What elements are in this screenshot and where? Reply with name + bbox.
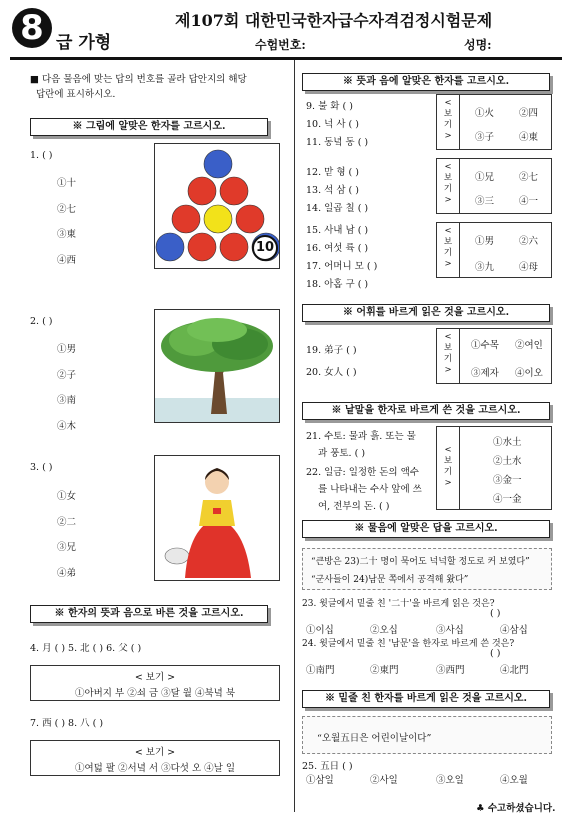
section-meaning-sound: ※ 한자의 뜻과 음으로 바른 것을 고르시오. (30, 605, 268, 623)
bogi-group-3 (436, 222, 552, 278)
q22-line-1: 22. 일금: 일정한 돈의 액수 (306, 467, 419, 478)
q24-text: 24. 윗글에서 밑줄 친 '남문'을 한자로 바르게 쓴 것은? (302, 639, 515, 649)
q23-opt-4[interactable]: ④삼십 (500, 625, 528, 636)
q12: 12. 맏 형 ( ) (306, 167, 359, 178)
ball-triangle-image (154, 143, 280, 269)
center-divider (294, 60, 295, 812)
q3-option-3[interactable]: ③兄 (57, 542, 77, 553)
q15: 15. 사내 남 ( ) (306, 225, 369, 236)
vocab-opt-2[interactable]: ②여인 (515, 340, 543, 351)
word-opt-4[interactable]: ④一金 (493, 494, 522, 505)
q23-blank[interactable]: ( ) (490, 608, 501, 619)
exam-title: 제107회 대한민국한자급수자격검정시험문제 (175, 11, 493, 30)
q23-opt-1[interactable]: ①이십 (306, 625, 334, 636)
bogi-group-1 (436, 94, 552, 150)
name-label: 성명: (464, 38, 492, 52)
quote-line-2: “군사들이 24)남문 쪽에서 공격해 왔다” (311, 575, 469, 585)
q3-option-2[interactable]: ②二 (57, 517, 77, 528)
q3-option-1[interactable]: ①女 (57, 491, 77, 502)
q2-number: 2. ( ) (30, 316, 53, 327)
section-word-to-hanja: ※ 낱말을 한자로 바르게 쓴 것을 고르시오. (302, 402, 550, 420)
q4-6-row: 4. 月 ( ) 5. 北 ( ) 6. 父 ( ) (30, 643, 142, 654)
q7-8-row: 7. 西 ( ) 8. 八 ( ) (30, 718, 104, 729)
q21-line-1: 21. 수토: 물과 흙. 또는 물 (306, 431, 416, 442)
q3-option-4[interactable]: ④弟 (57, 568, 77, 579)
q25-opt-4[interactable]: ④오월 (500, 775, 528, 786)
q24-opt-3[interactable]: ③西門 (436, 665, 465, 676)
g2-opt-2[interactable]: ②七 (519, 172, 539, 183)
q1-option-1[interactable]: ①十 (57, 178, 77, 189)
bogi-box-2-title: < 보기 > (134, 747, 176, 758)
instruction-line-2: 답란에 표시하시오. (36, 89, 116, 100)
q1-option-4[interactable]: ④西 (57, 255, 77, 266)
q24-opt-2[interactable]: ②東門 (370, 665, 399, 676)
bogi-box-2-options: ①여덟 팔 ②서녘 서 ③다섯 오 ④날 일 (74, 763, 236, 774)
g1-opt-1[interactable]: ①火 (475, 108, 495, 119)
g3-opt-3[interactable]: ③九 (475, 262, 495, 273)
grade-badge: 8 (12, 8, 52, 48)
g2-opt-4[interactable]: ④一 (519, 196, 539, 207)
grade-text: 급 가형 (56, 33, 112, 53)
bogi-box-1-options: ①아버지 부 ②쇠 금 ③달 월 ④북녘 북 (74, 688, 236, 699)
quote-line-1: “큰방은 23)二十 명이 묵어도 넉넉할 정도로 커 보였다” (311, 557, 530, 567)
bogi-vertical-label: < 보 기 > (443, 332, 453, 375)
vocab-opt-3[interactable]: ③제자 (471, 368, 499, 379)
q13: 13. 석 삼 ( ) (306, 185, 359, 196)
bogi-box-1-title: < 보기 > (134, 672, 176, 683)
q23-opt-3[interactable]: ③사십 (436, 625, 464, 636)
quote-box-1 (302, 548, 552, 590)
section-underlined-reading: ※ 밑줄 친 한자를 바르게 읽은 것을 고르시오. (302, 690, 550, 708)
q14: 14. 일곱 칠 ( ) (306, 203, 369, 214)
q19: 19. 弟子 ( ) (306, 345, 357, 356)
q25-opt-3[interactable]: ③오일 (436, 775, 464, 786)
bogi-vertical-label: < 보 기 > (443, 98, 453, 141)
q2-option-1[interactable]: ①男 (57, 344, 77, 355)
g1-opt-2[interactable]: ②四 (519, 108, 539, 119)
bogi-group-2 (436, 158, 552, 214)
q21-line-2: 과 풍토. ( ) (318, 448, 366, 459)
bogi-vertical-label: < 보 기 > (443, 445, 453, 488)
word-opt-2[interactable]: ②土水 (493, 456, 522, 467)
section-questions: ※ 물음에 알맞은 답을 고르시오. (302, 520, 550, 538)
vocab-opt-1[interactable]: ①수목 (471, 340, 499, 351)
q18: 18. 아홉 구 ( ) (306, 279, 369, 290)
q24-blank[interactable]: ( ) (490, 648, 501, 659)
q1-option-2[interactable]: ②七 (57, 204, 77, 215)
q23-text: 23. 윗글에서 밑줄 친 '二十'을 바르게 읽은 것은? (302, 599, 495, 609)
q11: 11. 동녘 동 ( ) (306, 137, 369, 148)
instruction-line-1: ■ 다음 물음에 맞는 답의 번호를 골라 답안지의 해당 (30, 74, 247, 85)
q10: 10. 넉 사 ( ) (306, 119, 359, 130)
g3-opt-4[interactable]: ④母 (519, 262, 539, 273)
q1-option-3[interactable]: ③東 (57, 229, 77, 240)
q24-opt-4[interactable]: ④北門 (500, 665, 529, 676)
word-opt-3[interactable]: ③金一 (493, 475, 522, 486)
ball-count-label: 10 (252, 235, 278, 261)
section-vocab-reading: ※ 어휘를 바르게 읽은 것을 고르시오. (302, 304, 550, 322)
girl-hanbok-image (154, 455, 280, 581)
g1-opt-4[interactable]: ④東 (519, 132, 539, 143)
bogi-vocab (436, 328, 552, 384)
g1-opt-3[interactable]: ③子 (475, 132, 495, 143)
header-rule (10, 57, 562, 60)
q25: 25. 五日 ( ) (302, 761, 353, 772)
bogi-vertical-label: < 보 기 > (443, 162, 453, 205)
q20: 20. 女人 ( ) (306, 367, 357, 378)
bogi-box-2 (30, 740, 280, 776)
tree-image (154, 309, 280, 423)
q22-line-3: 여, 전부의 돈. ( ) (318, 501, 390, 512)
bogi-word-hanja (436, 426, 552, 510)
section-picture-hanja: ※ 그림에 알맞은 한자를 고르시오. (30, 118, 268, 136)
q1-number: 1. ( ) (30, 150, 53, 161)
q24-opt-1[interactable]: ①南門 (306, 665, 335, 676)
quote-25: “오월五日은 어린이날이다” (317, 733, 432, 744)
section-meaning-sound-hanja: ※ 뜻과 음에 알맞은 한자를 고르시오. (302, 73, 550, 91)
q16: 16. 여섯 륙 ( ) (306, 243, 369, 254)
word-opt-1[interactable]: ①水土 (493, 437, 522, 448)
q2-option-2[interactable]: ②子 (57, 370, 77, 381)
q23-opt-2[interactable]: ②오십 (370, 625, 398, 636)
footer-message: ♣ 수고하셨습니다. (476, 803, 556, 814)
q17: 17. 어머니 모 ( ) (306, 261, 378, 272)
g3-opt-2[interactable]: ②六 (519, 236, 539, 247)
g3-opt-1[interactable]: ①男 (475, 236, 495, 247)
q2-option-3[interactable]: ③南 (57, 395, 77, 406)
q3-number: 3. ( ) (30, 462, 53, 473)
q9: 9. 불 화 ( ) (306, 101, 353, 112)
q22-line-2: 를 나타내는 수사 앞에 쓰 (318, 484, 422, 495)
g2-opt-1[interactable]: ①兄 (475, 172, 495, 183)
g2-opt-3[interactable]: ③三 (475, 196, 495, 207)
bogi-box-1 (30, 665, 280, 701)
bogi-vertical-label: < 보 기 > (443, 226, 453, 269)
q25-opt-1[interactable]: ①삼일 (306, 775, 334, 786)
q2-option-4[interactable]: ④木 (57, 421, 77, 432)
q25-opt-2[interactable]: ②사일 (370, 775, 398, 786)
quote-box-2 (302, 716, 552, 754)
vocab-opt-4[interactable]: ④이오 (515, 368, 543, 379)
exam-number-label: 수험번호: (255, 38, 306, 52)
